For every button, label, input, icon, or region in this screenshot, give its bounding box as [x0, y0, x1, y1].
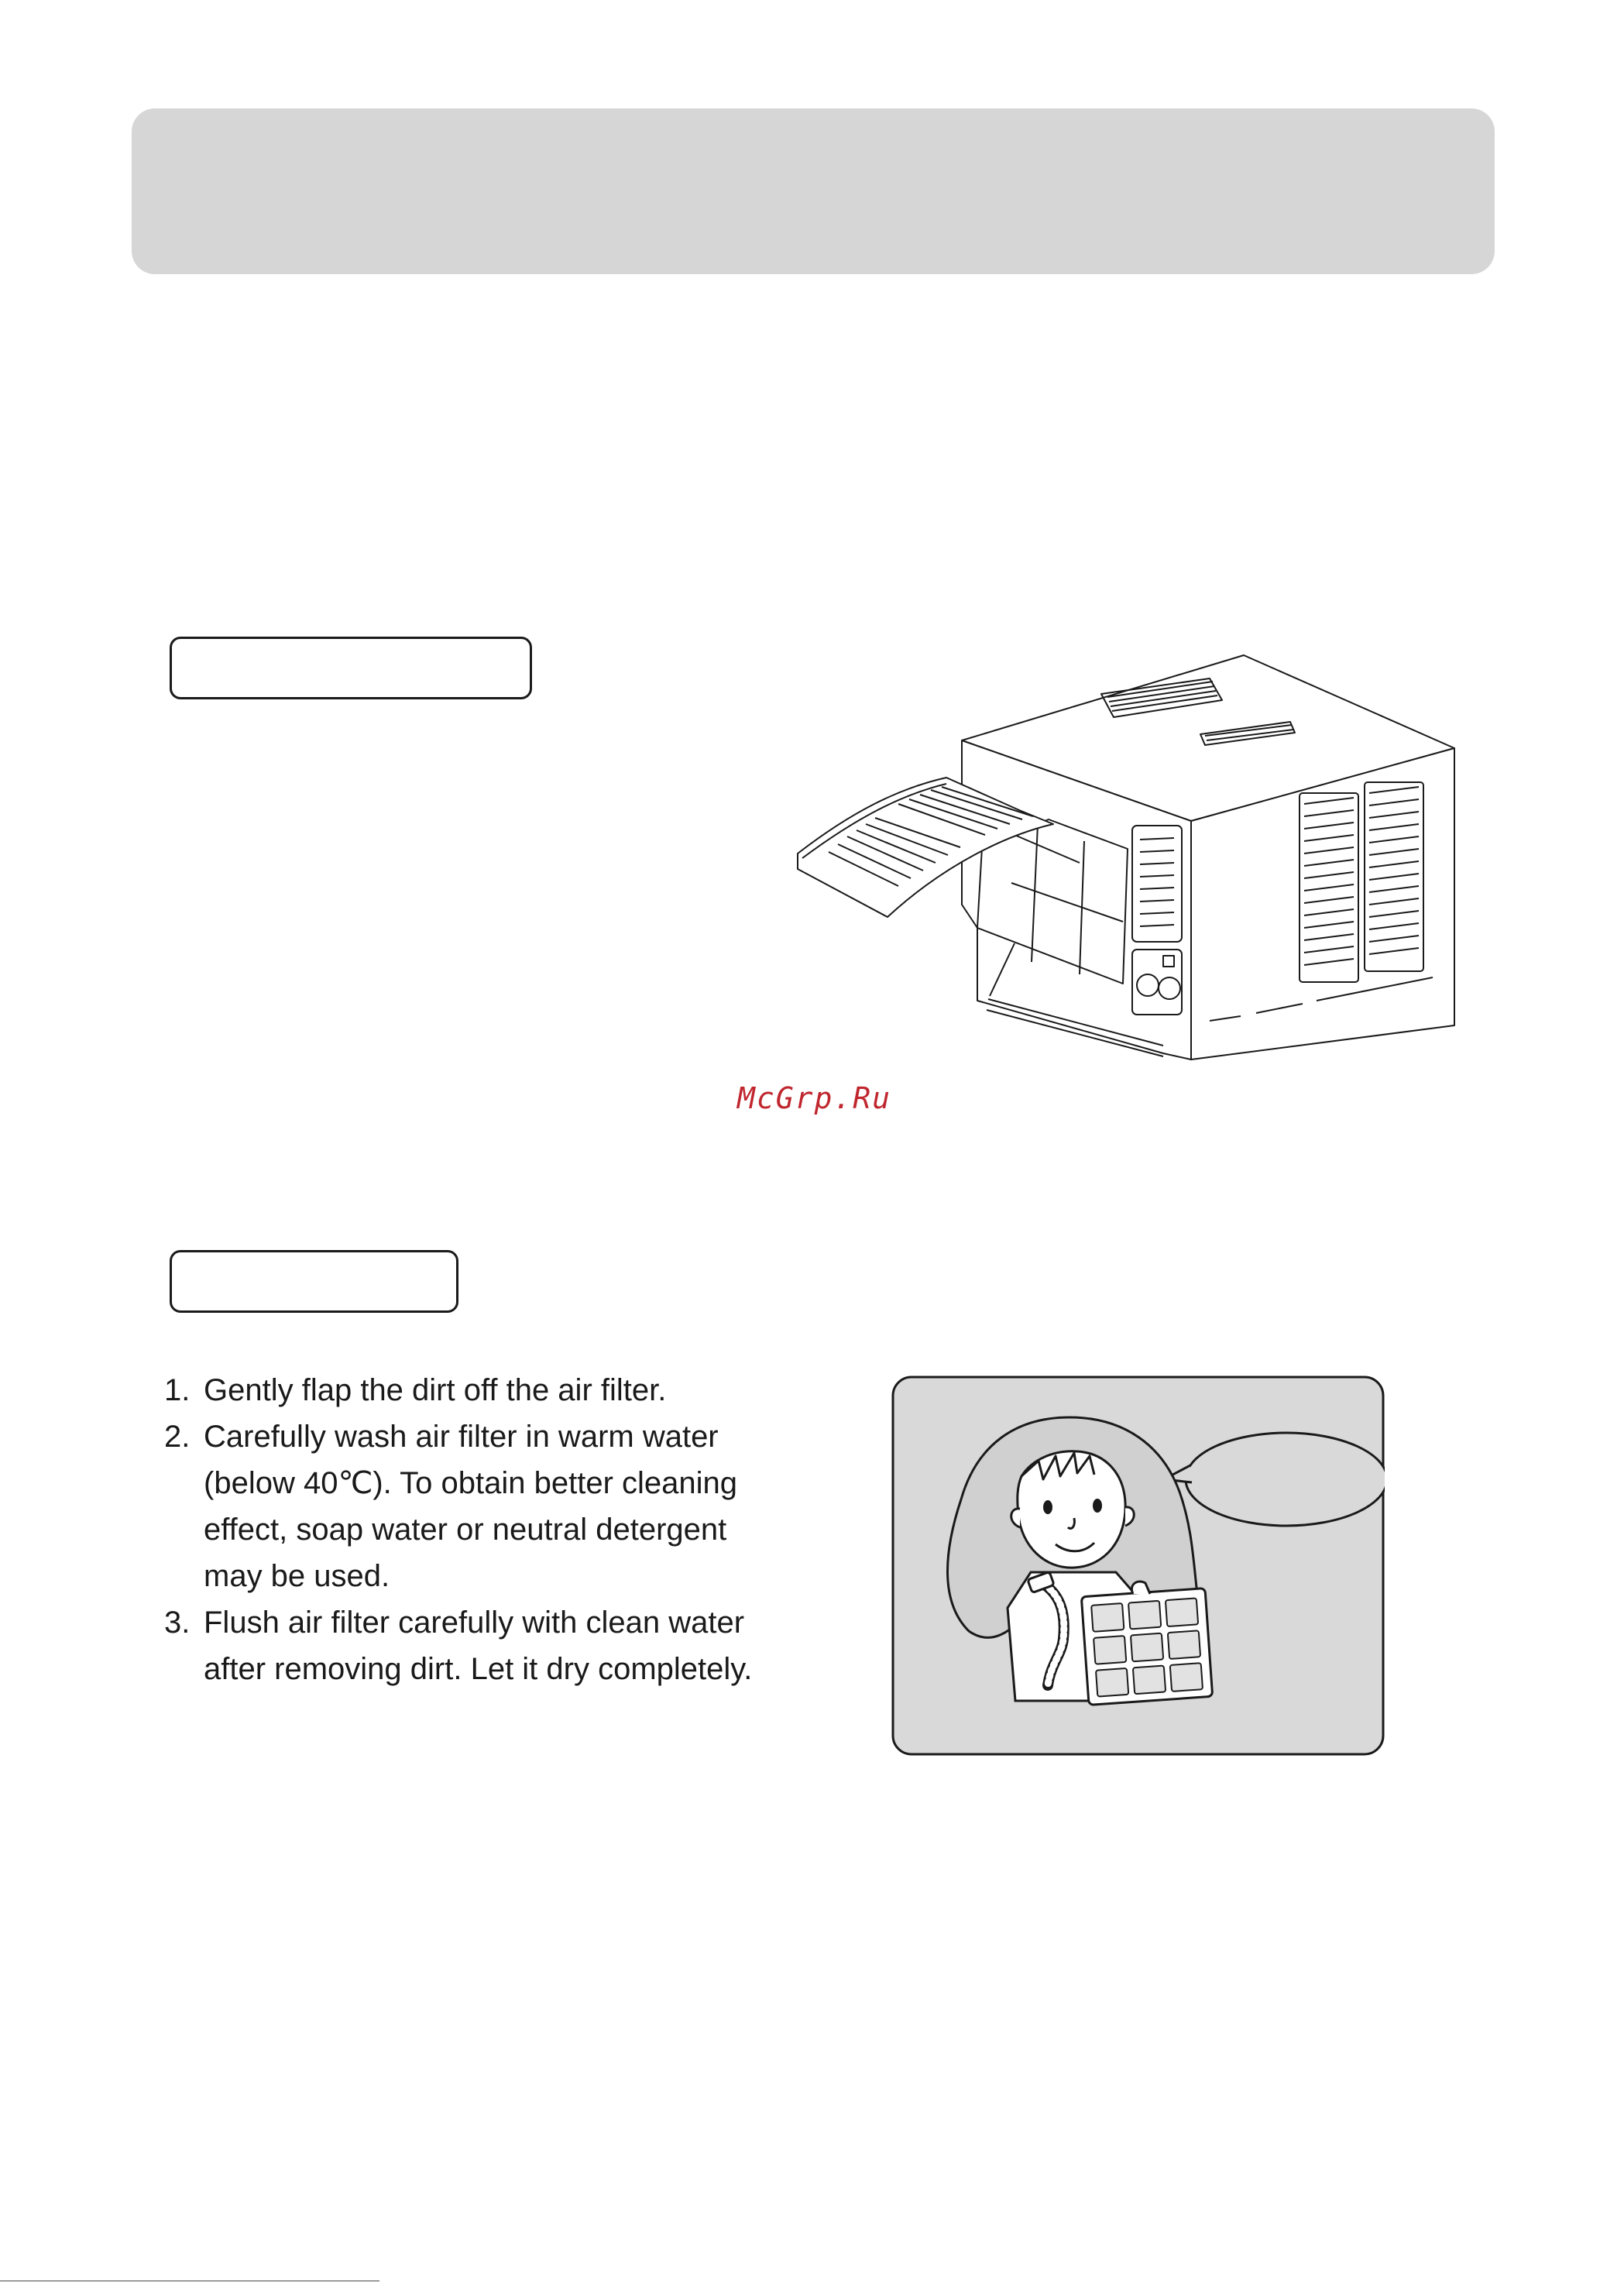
step-text-line: effect, soap water or neutral detergent: [204, 1513, 727, 1547]
step-number: 1.: [164, 1373, 191, 1407]
step-text-line: (below 40℃). To obtain better cleaning: [204, 1466, 738, 1500]
girl-cleaning-filter-illustration: [891, 1376, 1385, 1756]
footer-rule: [0, 2280, 379, 2282]
air-conditioner-illustration: [782, 649, 1464, 1083]
step-text-line: Gently flap the dirt off the air filter.: [204, 1373, 667, 1407]
step-item: [164, 1413, 861, 1599]
section-label-box-2: [170, 1250, 458, 1313]
step-text-line: Flush air filter carefully with clean water: [204, 1606, 745, 1640]
step-text-line: may be used.: [204, 1559, 390, 1593]
section-label-box-1: [170, 637, 532, 699]
step-number: 3.: [164, 1606, 191, 1640]
watermark-text: McGrp.Ru: [737, 1081, 892, 1115]
step-text-line: after removing dirt. Let it dry completely.: [204, 1652, 753, 1686]
header-bar: [132, 108, 1495, 274]
step-item: [164, 1367, 861, 1413]
step-number: 2.: [164, 1420, 191, 1454]
air-filter-icon: [1081, 1582, 1212, 1705]
cleaning-steps-list: [164, 1367, 861, 1692]
step-item: [164, 1599, 861, 1692]
step-text-line: Carefully wash air filter in warm water: [204, 1420, 719, 1454]
